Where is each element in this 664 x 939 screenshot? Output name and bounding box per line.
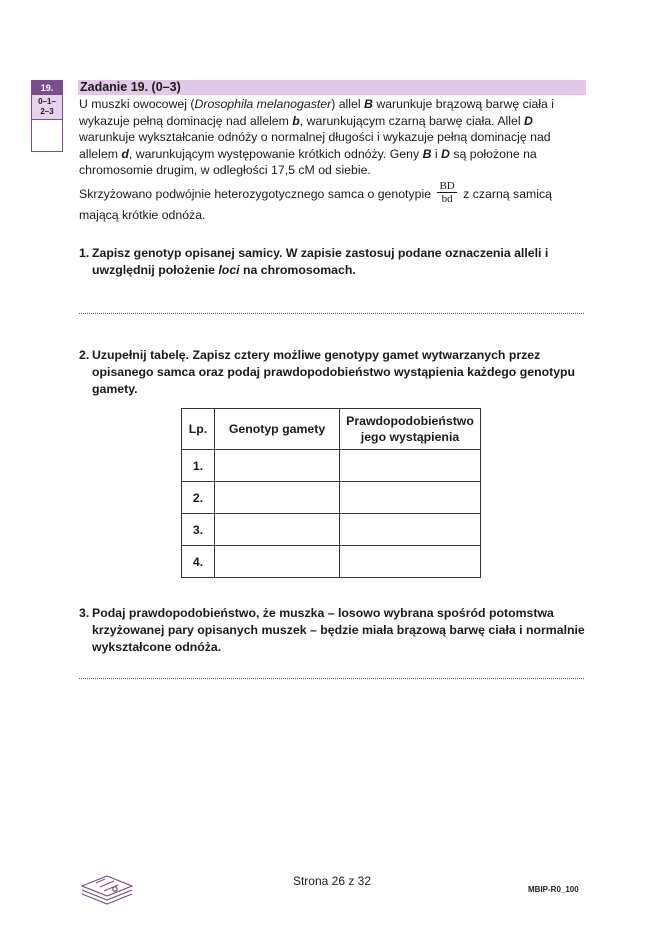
- probability-cell[interactable]: [340, 514, 481, 546]
- intro-text: , warunkującym występowanie krótkich odnóży. Geny: [128, 146, 423, 161]
- intro-text: U muszki owocowej (: [79, 97, 195, 111]
- genotype-fraction: [437, 180, 456, 205]
- cross-text: z czarną samicą mającą krótkie odnóża.: [79, 186, 553, 222]
- question-text-part: na chromosomach.: [239, 263, 356, 277]
- gene-B: B: [422, 146, 432, 161]
- document-code: MBIP-R0_100: [528, 885, 579, 894]
- question-text: [79, 245, 589, 279]
- header-genotype: Genotyp gamety: [215, 409, 340, 450]
- question-2: [79, 347, 589, 398]
- table-row: [182, 450, 481, 482]
- row-number: 4.: [182, 546, 215, 578]
- row-number: 2.: [182, 482, 215, 514]
- header-probability: Prawdopodobieństwo jego wystąpienia: [340, 409, 481, 450]
- intro-paragraph: [79, 96, 589, 179]
- genotype-cell[interactable]: [215, 546, 340, 578]
- page-number: Strona 26 z 32: [292, 874, 372, 888]
- score-range-line1: 0–1–: [38, 97, 56, 106]
- question-text: Podaj prawdopodobieństwo, że muszka – losowo wybrana spośród potomstwa krzyżowanej pary opisanych muszek – będzie miała brązową barwę ciała i normalnie wykształcone odnóża.: [92, 606, 585, 654]
- score-range-line2: 2–3: [40, 107, 54, 116]
- row-number: 1.: [182, 450, 215, 482]
- question-3: [79, 605, 589, 656]
- header-lp: Lp.: [182, 409, 215, 450]
- question-1: [79, 245, 589, 279]
- genotype-cell[interactable]: [215, 450, 340, 482]
- probability-cell[interactable]: [340, 546, 481, 578]
- table-row: [182, 546, 481, 578]
- table-row: [182, 514, 481, 546]
- score-box: [31, 80, 63, 152]
- question-number: 2.: [79, 348, 90, 362]
- genotype-cell[interactable]: [215, 514, 340, 546]
- question-text-part: Zapisz genotyp opisanej samicy. W zapisie zastosuj podane oznaczenia alleli i uwzględnij położenie: [92, 246, 549, 277]
- probability-cell[interactable]: [340, 450, 481, 482]
- score-range: [32, 95, 62, 120]
- intro-text: są położone na chromosomie drugim, w odległości 17,5 cM od siebie.: [79, 146, 537, 177]
- row-number: 3.: [182, 514, 215, 546]
- intro-text: warunkuje brązową barwę ciała i wykazuje pełną dominację nad allelem: [79, 97, 555, 128]
- answer-line-1[interactable]: [79, 313, 584, 314]
- fraction-denominator: bd: [441, 193, 453, 205]
- table-row: [182, 482, 481, 514]
- genotype-cell[interactable]: [215, 482, 340, 514]
- loci-term: loci: [218, 263, 240, 277]
- allele-D: D: [523, 113, 533, 128]
- allele-d: d: [121, 146, 129, 161]
- intro-text: ) allel: [331, 97, 365, 111]
- question-text: Uzupełnij tabelę. Zapisz cztery możliwe genotypy gamet wytwarzanych przez opisanego samca oraz podaj prawdopodobieństwo wystąpienia każdego genotypu gamety.: [92, 348, 576, 396]
- answer-line-3[interactable]: [79, 678, 584, 679]
- stacked-sheets-logo-icon: [78, 866, 136, 910]
- cross-paragraph: [79, 182, 589, 224]
- cross-text: Skrzyżowano podwójnie heterozygotycznego samca o genotypie: [79, 186, 432, 201]
- table-header-row: [182, 409, 481, 450]
- question-number: 3.: [79, 606, 90, 620]
- question-number: 1.: [79, 246, 90, 260]
- species-name: Drosophila melanogaster: [194, 97, 332, 111]
- allele-B: B: [364, 97, 373, 111]
- intro-text: warunkuje wykształcanie odnóży o normalnej długości i wykazuje pełną dominację nad allelem: [79, 130, 551, 161]
- allele-b: b: [292, 113, 300, 128]
- gene-D: D: [441, 146, 450, 161]
- intro-text: i: [431, 146, 442, 161]
- intro-text: , warunkującym czarną barwę ciała. Allel: [299, 113, 524, 128]
- fraction-numerator: BD: [439, 180, 455, 192]
- task-title: Zadanie 19. (0–3): [78, 80, 586, 95]
- probability-cell[interactable]: [340, 482, 481, 514]
- gametes-table: [181, 408, 481, 578]
- score-task-number: 19.: [32, 81, 62, 95]
